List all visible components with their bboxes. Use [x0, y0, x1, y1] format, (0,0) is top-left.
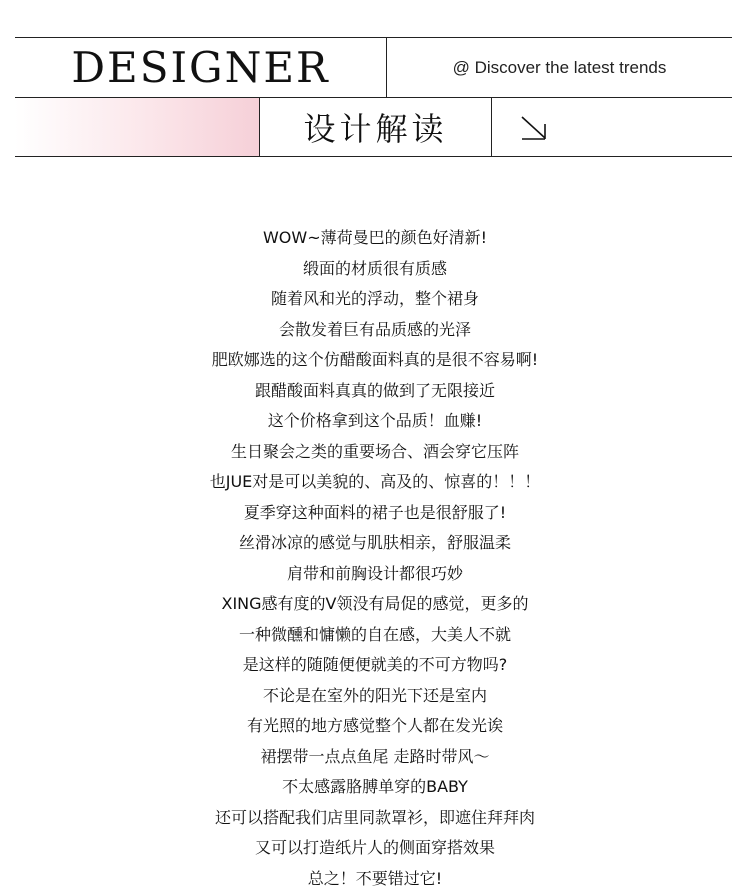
arrow-down-right-icon	[519, 115, 547, 141]
description-line: 生日聚会之类的重要场合、酒会穿它压阵	[230, 441, 519, 461]
description-line: 会散发着巨有品质感的光泽	[278, 319, 471, 339]
description-line: 丝滑冰凉的感觉与肌肤相亲，舒服温柔	[238, 533, 511, 552]
description-line: 肩带和前胸设计都很巧妙	[286, 563, 463, 583]
description-line: 跟醋酸面料真真的做到了无限接近	[254, 380, 495, 400]
description-line: 有光照的地方感觉整个人都在发光诶	[246, 716, 503, 735]
description-line: WOW~薄荷曼巴的颜色好清新!	[262, 228, 488, 247]
description-line: 不太感露胳膊单穿的BABY	[282, 777, 468, 796]
description-line: 夏季穿这种面料的裙子也是很舒服了!	[243, 502, 507, 522]
brand-title: DESIGNER	[71, 42, 330, 92]
description-line: 还可以搭配我们店里同款罩衫，即遮住拜拜肉	[214, 807, 535, 827]
tagline: @ Discover the latest trends	[452, 57, 667, 77]
description-line: 裙摆带一点点鱼尾 走路时带风～	[260, 746, 490, 766]
description-line: 肥欧娜选的这个仿醋酸面料真的是很不容易啊!	[211, 350, 539, 369]
designer-header	[15, 37, 732, 157]
design-description	[0, 223, 750, 894]
description-line: 随着风和光的浮动，整个裙身	[270, 289, 479, 308]
description-line: 这个价格拿到这个品质！血赚!	[267, 411, 483, 430]
description-line: XING感有度的V领没有局促的感觉，更多的	[221, 594, 529, 613]
description-line: 不论是在室外的阳光下还是室内	[262, 685, 487, 705]
description-line: 又可以打造纸片人的侧面穿搭效果	[254, 838, 495, 857]
description-line: 是这样的随随便便就美的不可方物吗?	[242, 655, 508, 674]
header-bottom-rule	[15, 156, 732, 157]
description-line: 也JUE对是可以美貌的、高及的、惊喜的！！！	[209, 472, 541, 491]
description-line: 总之！不要错过它!	[307, 868, 443, 888]
description-line: 缎面的材质很有质感	[302, 258, 447, 278]
arrow-cell	[492, 98, 732, 156]
description-line: 一种微醺和慵懒的自在感，大美人不就	[238, 624, 511, 644]
section-title: 设计解读	[303, 110, 448, 148]
pink-gradient-block	[15, 98, 259, 156]
